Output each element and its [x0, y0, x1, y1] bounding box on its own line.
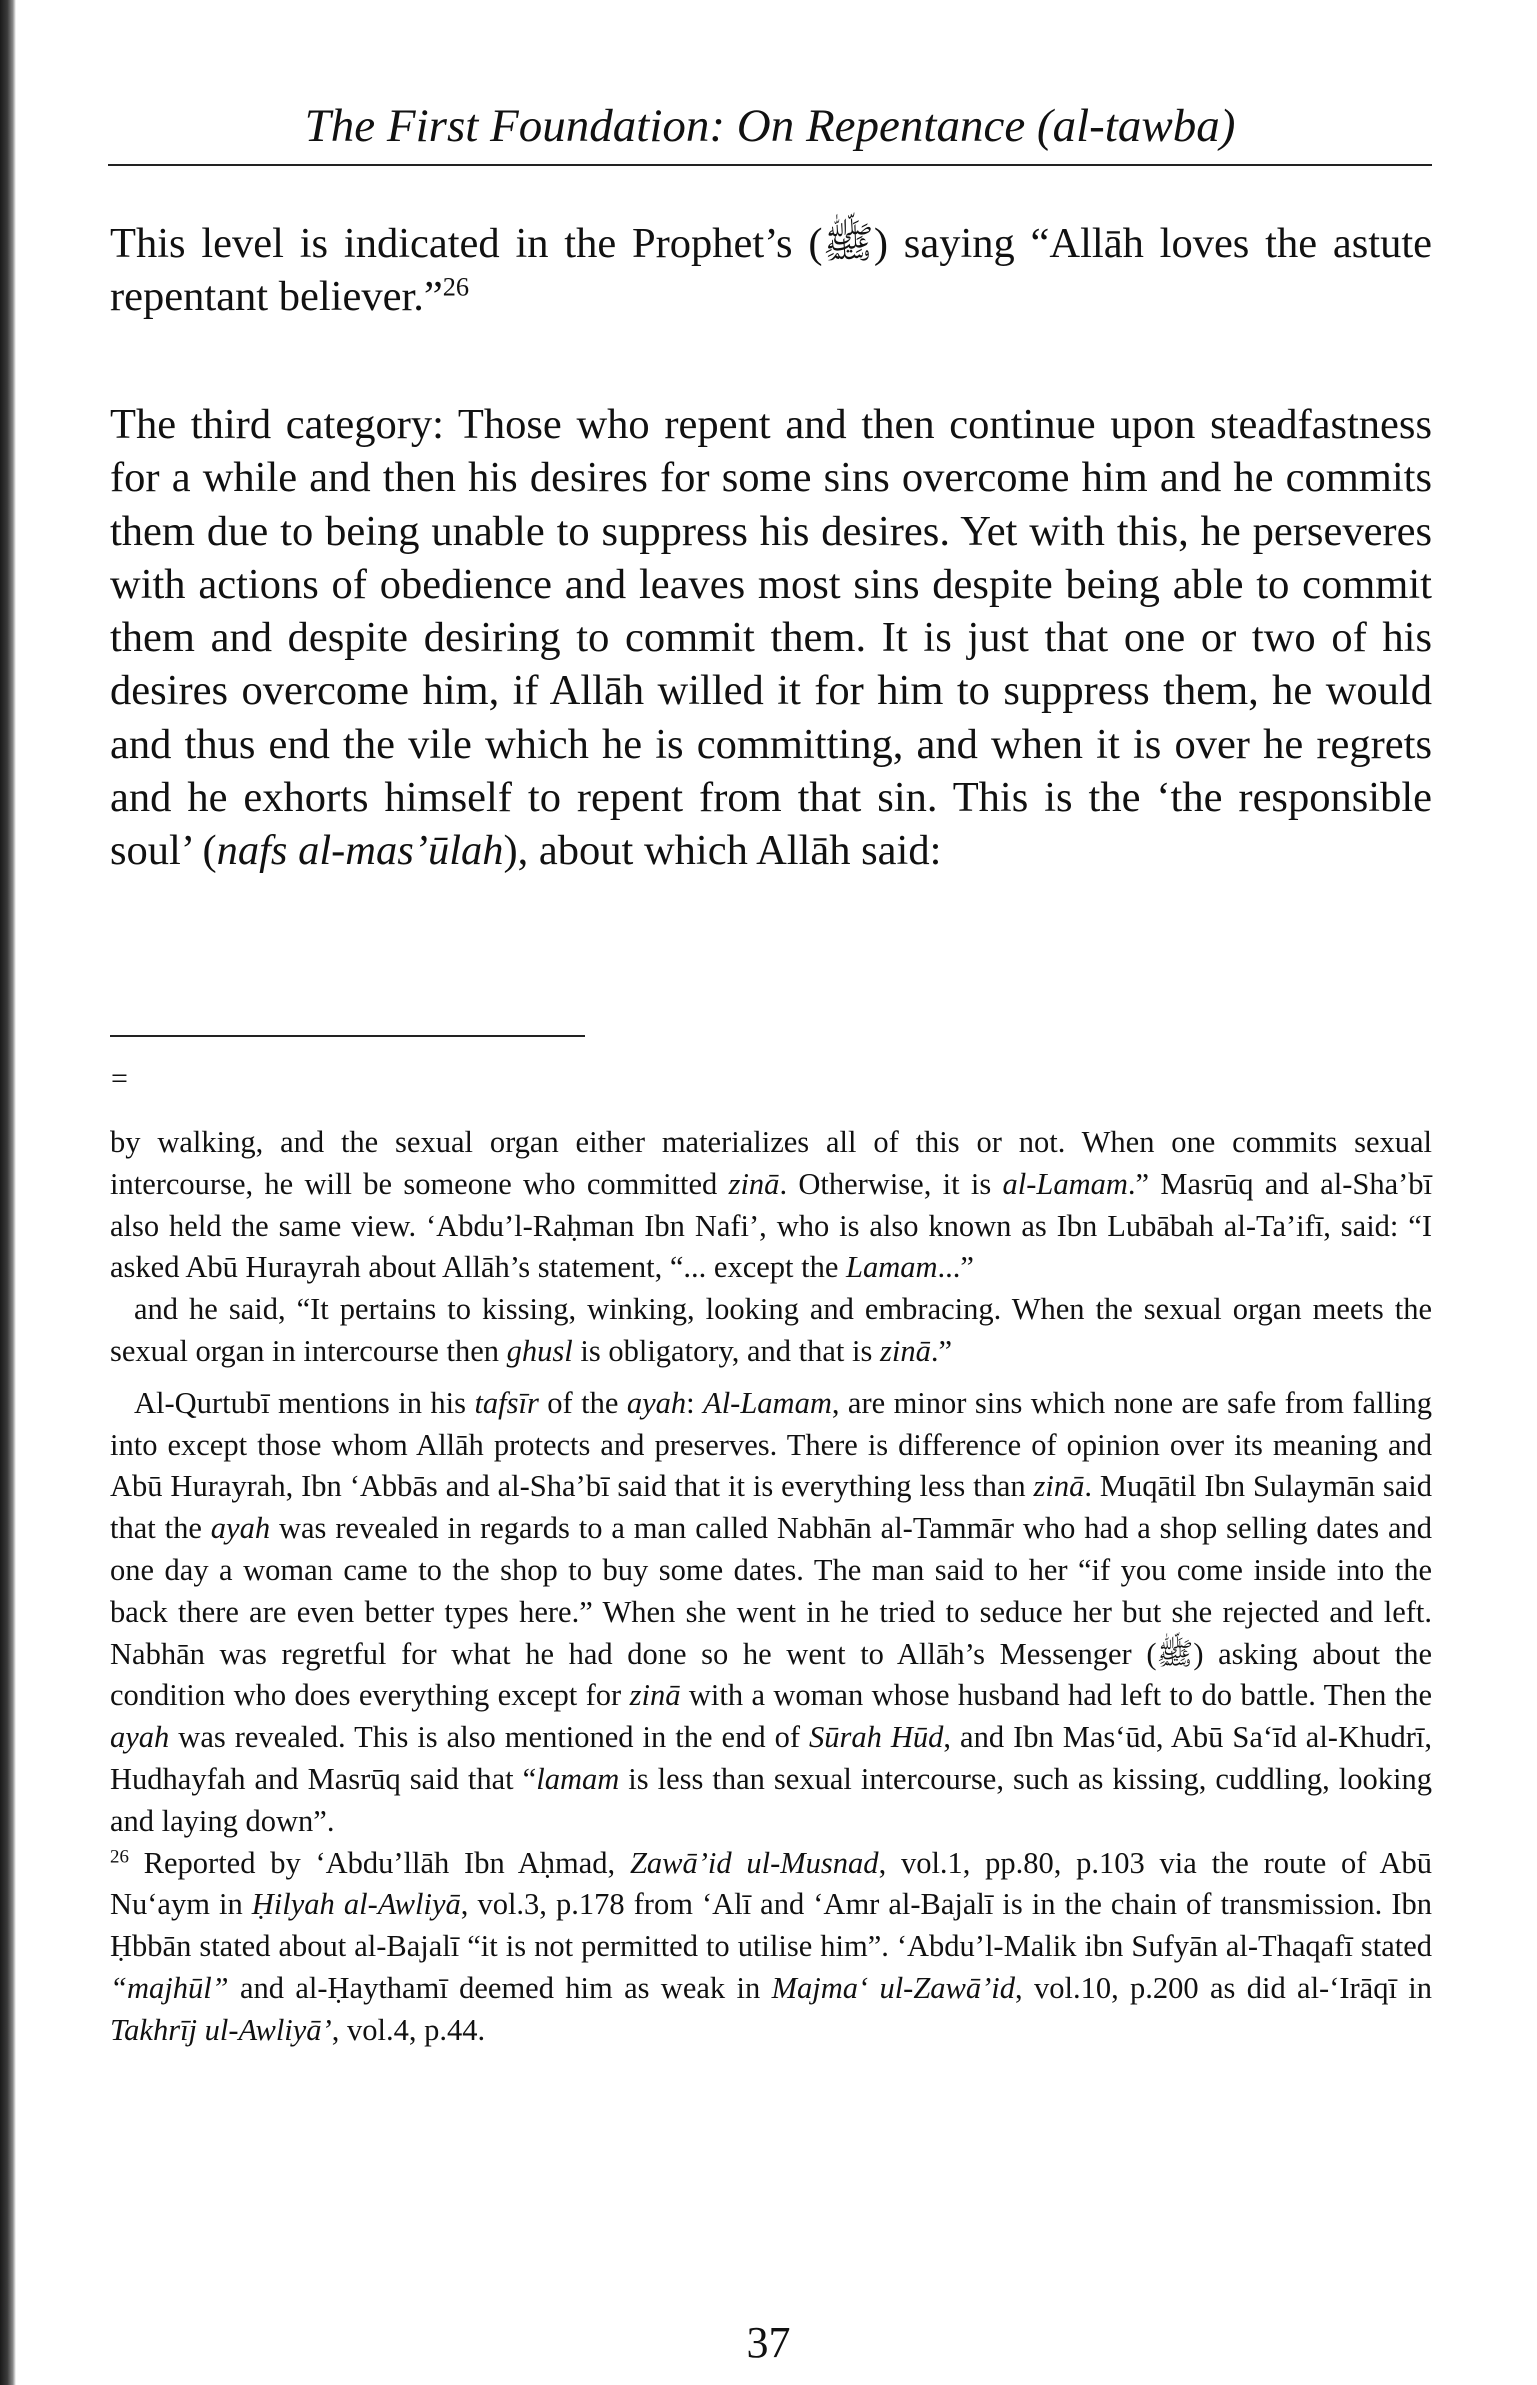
footnote-paragraph-2 [110, 1289, 1432, 1373]
fn-italic: “majhūl” [110, 1970, 229, 2005]
footnotes [110, 1122, 1432, 2052]
fn-italic: ayah [210, 1511, 271, 1546]
fn-italic: tafsīr [474, 1385, 539, 1420]
fn-text: . Muqātil Ibn Sulaymān said that the [110, 1469, 1432, 1546]
fn-text: .” [930, 1333, 953, 1368]
footnote-paragraph-3 [110, 1383, 1432, 1843]
fn-italic: ghusl [506, 1333, 573, 1368]
fn-italic: Majma‘ ul-Zawā’id [771, 1970, 1016, 2005]
fn-italic: Al-Lamam [703, 1385, 832, 1420]
fn-text: , and Ibn Mas‘ūd, Abū Sa‘īd al-Khudrī, Hudhayfah and Masrūq said that “ [110, 1720, 1432, 1796]
footnote-continuation-mark: = [111, 1062, 128, 1095]
fn-text: with a woman whose husband had left to do battle. Then the [680, 1678, 1432, 1713]
fn-italic: ayah [110, 1720, 170, 1755]
fn-text: of the [538, 1385, 627, 1420]
fn-text: Al-Qurtubī mentions in his [134, 1385, 475, 1420]
fn-text: is less than sexual intercourse, such as kissing, cuddling, looking and laying down”. [110, 1761, 1432, 1838]
footnote-26-number: 26 [110, 1846, 129, 1868]
paragraph-2-text-a: The third category: Those who repent and then continue upon steadfastness for a while and then his desires for some sins overcome him and he commits them due to being unable to suppress his desires. Yet with this, he perseveres with actions of obedience and leaves most sins despite being able to commit them and despite desiring to commit them. It is just that one or two of his desires overcome him, if Allāh willed it for him to suppress them, he would and thus end the vile which he is committing, and when it is over he regrets and he exhorts himself to repent from that sin. This is the ‘the responsible soul’ ( [110, 401, 1432, 875]
fn-text: . Otherwise, it is [779, 1166, 1003, 1201]
paragraph-1-text: This level is indicated in the Prophet’s (ﷺ) saying “Allāh loves the astute repentant believer.” [110, 220, 1432, 321]
fn-text: : [686, 1385, 704, 1420]
body-paragraph-1 [110, 217, 1432, 324]
fn-italic: ayah [626, 1385, 687, 1420]
fn-text: .” Masrūq and al-Sha’bī also held the same view. ‘Abdu’l-Raḥman Ibn Nafi’, who is also known as Ibn Lubābah al-Ta’ifī, said: “I asked Abū Hurayrah about Allāh’s statement, “... except the [110, 1166, 1432, 1285]
fn-italic: zinā [880, 1333, 931, 1368]
fn-italic: Zawā’id ul-Musnad [629, 1845, 879, 1880]
fn-italic: Lamam [846, 1250, 938, 1285]
fn-italic: Ḥilyah al-Awliyā [251, 1887, 461, 1922]
page-number: 37 [746, 2318, 791, 2367]
footnote-ref-26[interactable]: 26 [442, 272, 470, 302]
header-rule [108, 164, 1432, 166]
fn-text: by walking, and the sexual organ either materializes all of this or not. When one commits sexual intercourse, he will be someone who committed [110, 1125, 1432, 1201]
fn-text: Reported by ‘Abdu’llāh Ibn Aḥmad, [128, 1845, 630, 1880]
fn-italic: zinā [1033, 1469, 1085, 1504]
fn-text: ...” [937, 1250, 974, 1285]
body-paragraph-2 [110, 398, 1432, 878]
fn-text: and al-Ḥaythamī deemed him as weak in [228, 1970, 772, 2005]
fn-text: and he said, “It pertains to kissing, winking, looking and embracing. When the sexual organ meets the sexual organ in intercourse then [110, 1292, 1432, 1368]
footnote-26 [110, 1843, 1432, 2052]
paragraph-2-text-b: ), about which Allāh said: [503, 827, 942, 875]
fn-italic: zinā [629, 1678, 681, 1713]
fn-text: , vol.3, p.178 from ‘Alī and ‘Amr al-Bajalī is in the chain of transmission. Ibn Ḥbbān stated about al-Bajalī “it is not permitted to utilise him”. ‘Abdu’l-Malik ibn Sufyān al-Thaqafī stated [110, 1887, 1433, 1964]
fn-italic: Takhrīj ul-Awliyā’ [110, 2012, 332, 2047]
fn-text: was revealed. This is also mentioned in the end of [169, 1720, 809, 1755]
fn-text: was revealed in regards to a man called Nabhān al-Tammār who had a shop selling dates and one day a woman came to the shop to buy some dates. The man said to her “if you come inside into the back there are even better types here.” When she went in he tried to seduce her but she rejected and left. Nabhān was regretful for what he had done so he went to Allāh’s Messenger (ﷺ) asking about the condition who does everything except for [110, 1511, 1433, 1713]
fn-italic: lamam [536, 1761, 620, 1796]
footnote-separator [110, 1035, 585, 1037]
fn-text: , vol.4, p.44. [331, 2012, 486, 2047]
fn-italic: zinā [728, 1166, 780, 1201]
fn-italic: al-Lamam [1002, 1166, 1128, 1201]
fn-text: , are minor sins which none are safe from falling into except those whom Allāh protects and preserves. There is difference of opinion over its meaning and Abū Hurayrah, Ibn ‘Abbās and al-Sha’bī said that it is everything less than [110, 1385, 1433, 1504]
running-header: The First Foundation: On Repentance (al-tawba) [304, 100, 1236, 152]
fn-italic: Sūrah Hūd [809, 1720, 944, 1755]
fn-text: , vol.1, pp.80, p.103 via the route of Abū Nu‘aym in [110, 1845, 1433, 1922]
footnote-continued [110, 1122, 1432, 1289]
fn-text: , vol.10, p.200 as did al-‘Irāqī in [1015, 1970, 1432, 2005]
term-nafs-al-masulah: nafs al-mas’ūlah [216, 827, 504, 875]
fn-text: is obligatory, and that is [572, 1333, 880, 1368]
binding-edge [0, 0, 16, 2385]
